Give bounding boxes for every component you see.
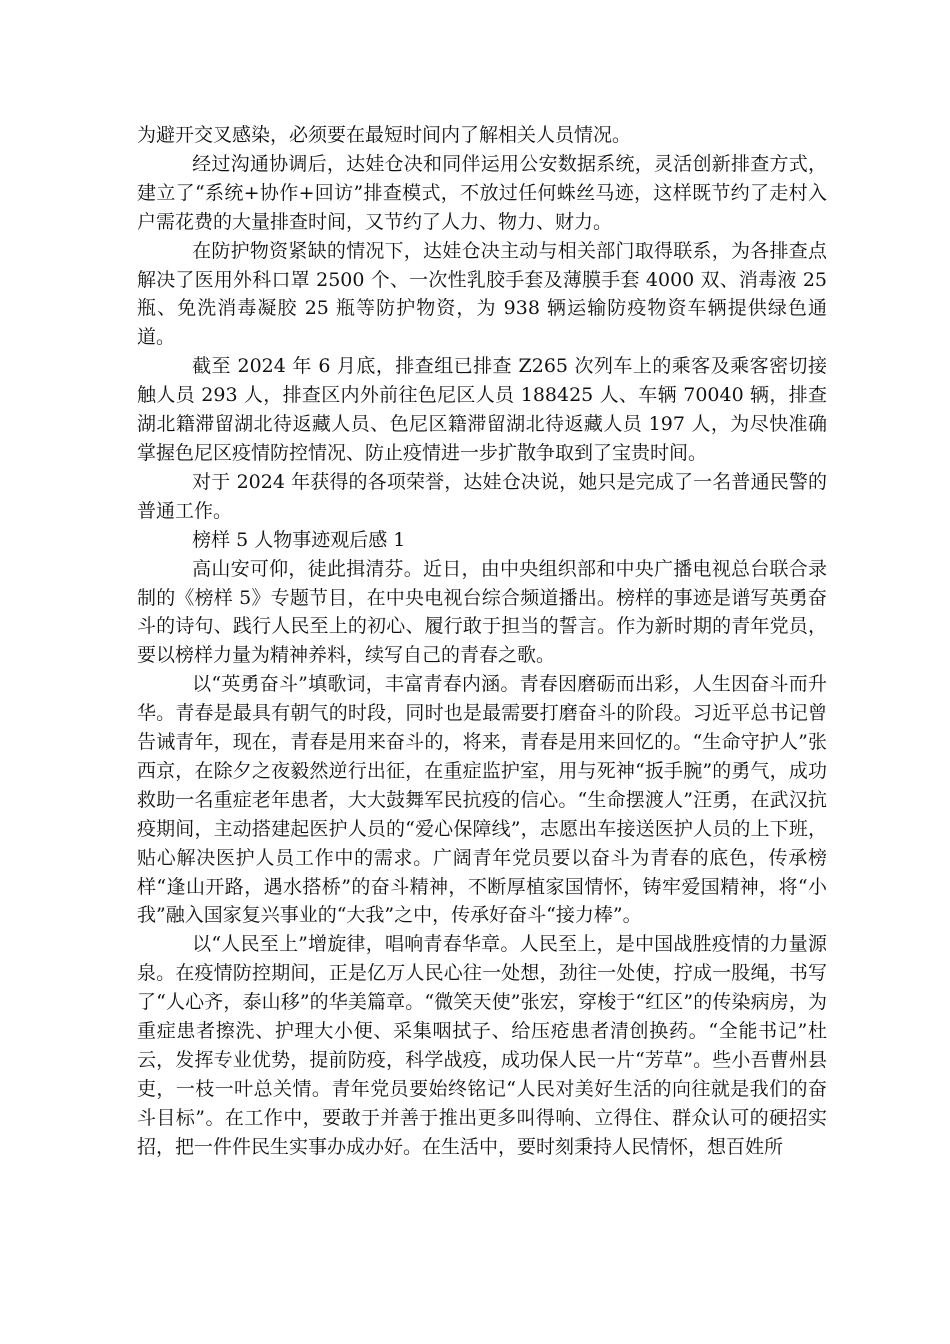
paragraph: 以“英勇奋斗”填歌词，丰富青春内涵。青春因磨砺而出彩，人生因奋斗而升华。青春是最具有朝气的时段，同时也是最需要打磨奋斗的阶段。习近平总书记曾告诫青年，现在，青春是用来奋斗的，将来，青春是用来回忆的。“生命守护人”张西京，在除夕之夜毅然逆行出征，在重症监护室，用与死神“扳手腕”的勇气，成功救助一名重症老年患者，大大鼓舞军民抗疫的信心。“生命摆渡人”汪勇，在武汉抗疫期间，主动搭建起医护人员的“爱心保障线”，志愿出车接送医护人员的上下班，贴心解决医护人员工作中的需求。广阔青年党员要以奋斗为青春的底色，传承榜样“逢山开路，遇水搭桥”的奋斗精神，不断厚植家国情怀，铸牢爱国精神，将“小我”融入国家复兴事业的“大我”之中，传承好奋斗“接力棒”。 bbox=[137, 673, 827, 927]
document-body bbox=[137, 121, 827, 1162]
paragraph: 截至 2024 年 6 月底，排查组已排查 Z265 次列车上的乘客及乘客密切接触人员 293 人，排查区内外前往色尼区人员 188425 人、车辆 70040 辆，排查湖北籍滞留湖北待返藏人员、色尼区籍滞留湖北待返藏人员 197 人，为尽快准确掌握色尼区疫情防控情况、防止疫情进一步扩散争取到了宝贵时间。 bbox=[137, 355, 827, 464]
paragraph: 为避开交叉感染，必须要在最短时间内了解相关人员情况。 bbox=[137, 124, 632, 146]
paragraph: 经过沟通协调后，达娃仓决和同伴运用公安数据系统，灵活创新排查方式，建立了“系统+协作+回访”排查模式，不放过任何蛛丝马迹，这样既节约了走村入户需花费的大量排查时间，又节约了人力、物力、财力。 bbox=[137, 152, 827, 233]
paragraph: 在防护物资紧缺的情况下，达娃仓决主动与相关部门取得联系，为各排查点解决了医用外科口罩 2500 个、一次性乳胶手套及薄膜手套 4000 双、消毒液 25 瓶、免洗消毒凝胶 25 瓶等防护物资，为 938 辆运输防疫物资车辆提供绿色通道。 bbox=[137, 239, 827, 349]
paragraph: 高山安可仰，徒此揖清芬。近日，由中央组织部和中央广播电视总台联合录制的《榜样 5》专题节目，在中央电视台综合频道播出。榜样的事迹是谱写英勇奋斗的诗句、践行人民至上的初心、履行敢于担当的誓言。作为新时期的青年党员，要以榜样力量为精神养料，续写自己的青春之歌。 bbox=[137, 557, 827, 667]
paragraph: 对于 2024 年获得的各项荣誉，达娃仓决说，她只是完成了一名普通民警的普通工作。 bbox=[137, 470, 827, 522]
section-heading: 榜样 5 人物事迹观后感 1 bbox=[192, 528, 406, 551]
paragraph: 以“人民至上”增旋律，唱响青春华章。人民至上，是中国战胜疫情的力量源泉。在疫情防控期间，正是亿万人民心往一处想，劲往一处使，拧成一股绳，书写了“人心齐，泰山移”的华美篇章。“微笑天使”张宏，穿梭于“红区”的传染病房，为重症患者擦洗、护理大小便、采集咽拭子、给压疮患者清创换药。“全能书记”杜云，发挥专业优势，提前防疫，科学战疫，成功保人民一片“芳草”。些小吾曹州县吏，一枝一叶总关情。青年党员要始终铭记“人民对美好生活的向往就是我们的奋斗目标”。在工作中，要敢于并善于推出更多叫得响、立得住、群众认可的硬招实招，把一件件民生实事办成办好。在生活中，要时刻秉持人民情怀，想百姓所 bbox=[137, 933, 827, 1158]
